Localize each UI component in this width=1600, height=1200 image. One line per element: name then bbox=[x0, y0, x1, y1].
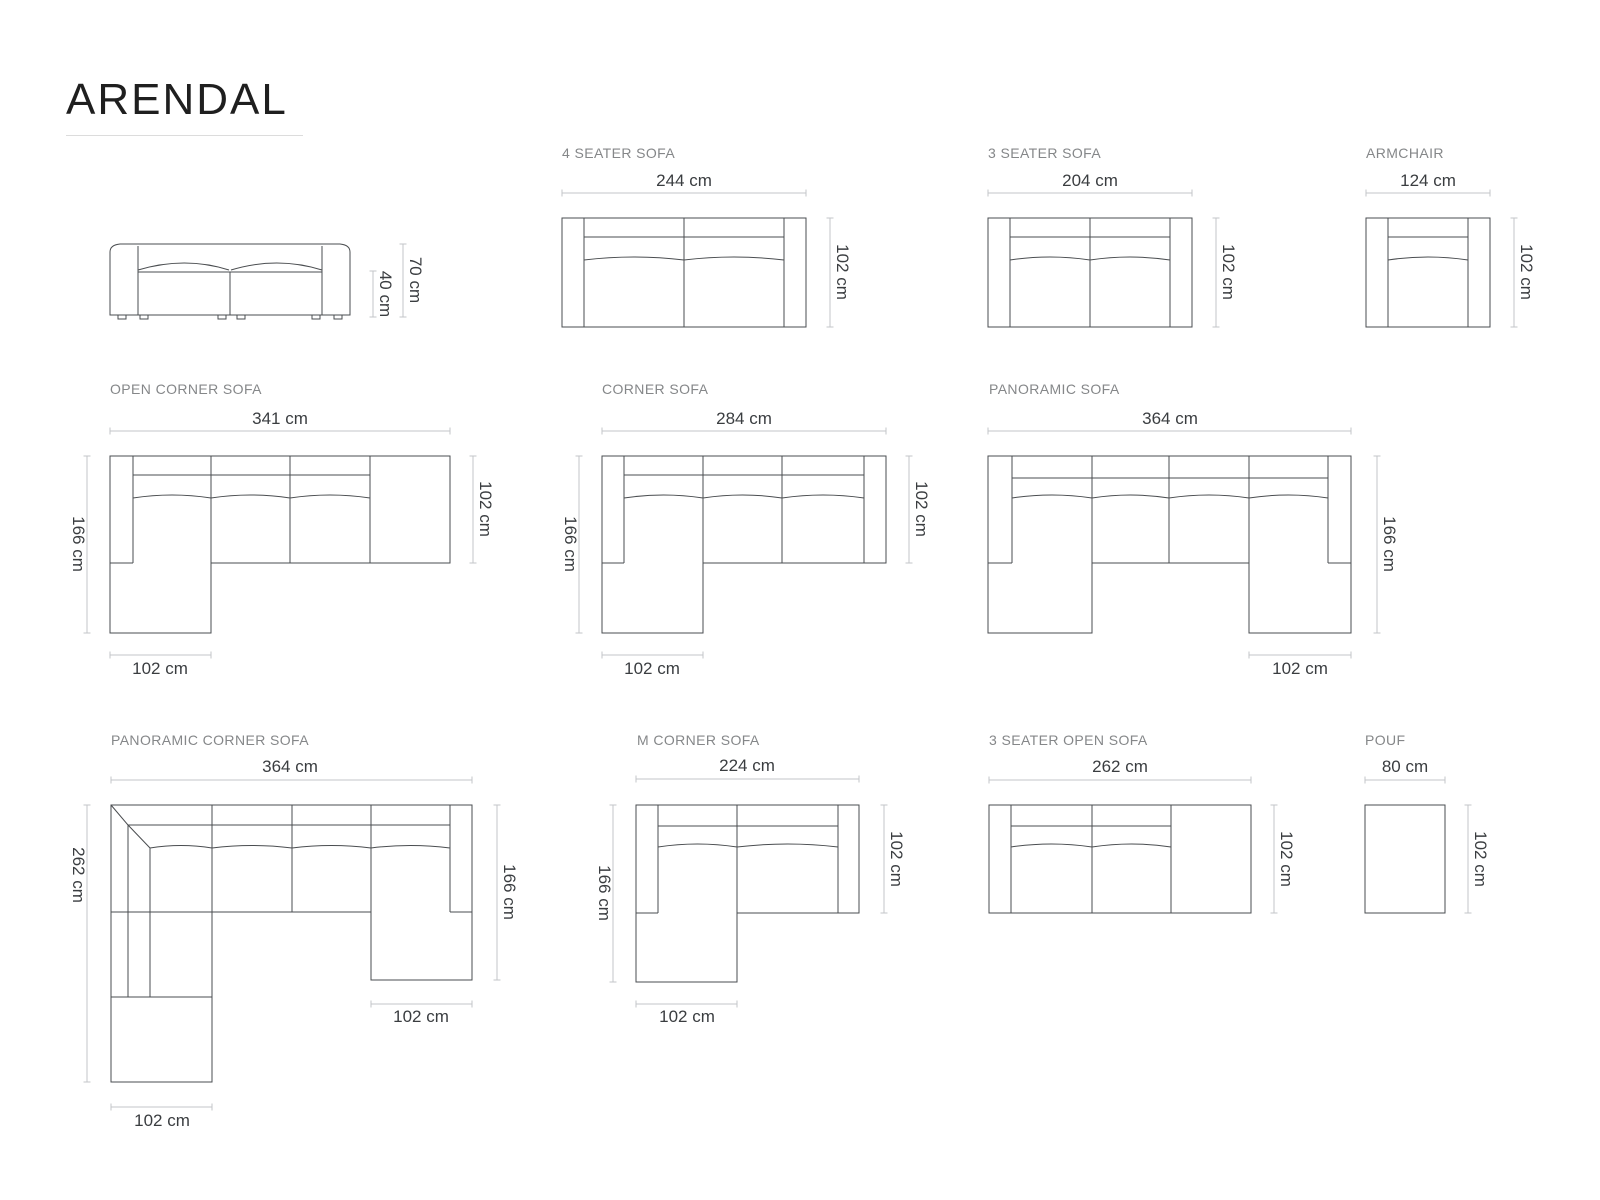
dim-text-width: 124 cm bbox=[1400, 171, 1456, 190]
three-seater-details bbox=[1010, 218, 1170, 327]
panoramic-corner-diagram bbox=[69, 757, 519, 1130]
dim-text-width: 341 cm bbox=[252, 409, 308, 428]
dim-text-width: 244 cm bbox=[656, 171, 712, 190]
label-open-corner-sofa: OPEN CORNER SOFA bbox=[110, 381, 262, 397]
three-seater-open-diagram bbox=[989, 757, 1296, 913]
open-corner-outline bbox=[110, 456, 450, 633]
dim-line-left-chaise bbox=[111, 1104, 212, 1111]
label-4-seater-sofa: 4 SEATER SOFA bbox=[562, 145, 676, 161]
dim-line-width bbox=[1366, 190, 1490, 197]
label-3-seater-open-sofa: 3 SEATER OPEN SOFA bbox=[989, 732, 1148, 748]
open-corner-diagram bbox=[69, 409, 495, 678]
dim-text-depth: 102 cm bbox=[1517, 244, 1536, 300]
panoramic-details bbox=[988, 456, 1351, 563]
four-seater-details bbox=[584, 218, 784, 327]
label-armchair: ARMCHAIR bbox=[1366, 145, 1444, 161]
dim-line-chaise bbox=[1249, 652, 1351, 659]
elevation-diagram bbox=[110, 244, 425, 319]
dim-text-overall-height: 70 cm bbox=[406, 256, 425, 304]
armchair-outline bbox=[1366, 218, 1490, 327]
three-seater-open-details bbox=[1011, 805, 1171, 913]
dim-line-width bbox=[989, 777, 1251, 784]
panoramic-diagram bbox=[988, 409, 1399, 678]
dim-text-width: 204 cm bbox=[1062, 171, 1118, 190]
three-seater-open-outline bbox=[989, 805, 1251, 913]
panoramic-corner-details bbox=[111, 805, 472, 997]
dim-text-depth: 102 cm bbox=[1219, 244, 1238, 300]
dim-text-depth: 102 cm bbox=[1471, 831, 1490, 887]
dim-text-left-depth: 262 cm bbox=[69, 847, 88, 903]
dim-line-width bbox=[110, 428, 450, 435]
dim-line-width bbox=[988, 190, 1192, 197]
dim-text-width: 284 cm bbox=[716, 409, 772, 428]
m-corner-diagram bbox=[595, 756, 906, 1026]
dim-line-width bbox=[602, 428, 886, 435]
dim-text-seat-depth: 102 cm bbox=[476, 481, 495, 537]
label-3-seater-sofa: 3 SEATER SOFA bbox=[988, 145, 1102, 161]
dim-text-total-depth: 166 cm bbox=[595, 865, 614, 921]
pouf-diagram bbox=[1365, 757, 1490, 913]
label-pouf: POUF bbox=[1365, 732, 1406, 748]
dim-line-width bbox=[111, 777, 472, 784]
dim-line-chaise bbox=[602, 652, 703, 659]
dim-text-depth: 102 cm bbox=[833, 244, 852, 300]
dim-line-depth bbox=[827, 218, 834, 327]
dim-line-right-depth bbox=[494, 805, 501, 980]
dim-line-depth bbox=[1271, 805, 1278, 913]
dim-line-width bbox=[988, 428, 1351, 435]
label-corner-sofa: CORNER SOFA bbox=[602, 381, 709, 397]
dim-line-depth bbox=[1213, 218, 1220, 327]
corner-details bbox=[602, 456, 864, 563]
corner-diagram bbox=[561, 409, 931, 678]
dim-text-total-depth: 166 cm bbox=[1380, 516, 1399, 572]
dim-text-seat-height: 40 cm bbox=[376, 270, 395, 318]
dim-text-chaise: 102 cm bbox=[1272, 659, 1328, 678]
dim-line-seat-height bbox=[370, 271, 377, 317]
dim-line-overall-height bbox=[400, 244, 407, 317]
dim-text-seat-depth: 102 cm bbox=[912, 481, 931, 537]
dim-text-chaise: 102 cm bbox=[624, 659, 680, 678]
armchair-details bbox=[1388, 218, 1468, 327]
dim-line-chaise bbox=[110, 652, 211, 659]
pouf-outline bbox=[1365, 805, 1445, 913]
dim-line-seat-depth bbox=[881, 805, 888, 913]
dim-text-right-depth: 166 cm bbox=[500, 864, 519, 920]
dim-text-left-chaise: 102 cm bbox=[134, 1111, 190, 1130]
four-seater-diagram bbox=[562, 171, 852, 327]
dim-line-depth bbox=[1465, 805, 1472, 913]
label-panoramic-corner-sofa: PANORAMIC CORNER SOFA bbox=[111, 732, 309, 748]
dim-line-depth bbox=[1511, 218, 1518, 327]
corner-outline bbox=[602, 456, 886, 633]
elevation-feet bbox=[118, 315, 342, 319]
dim-line-seat-depth bbox=[906, 456, 913, 563]
dim-line-seat-depth bbox=[470, 456, 477, 563]
dim-text-total-depth: 166 cm bbox=[69, 516, 88, 572]
dim-text-right-chaise: 102 cm bbox=[393, 1007, 449, 1026]
dim-text-width: 80 cm bbox=[1381, 757, 1429, 776]
dim-text-width: 224 cm bbox=[719, 756, 775, 775]
m-corner-details bbox=[636, 805, 838, 913]
armchair-diagram bbox=[1366, 171, 1536, 327]
elevation-cushions bbox=[138, 263, 322, 315]
dim-text-seat-depth: 102 cm bbox=[887, 831, 906, 887]
dim-line-total-depth bbox=[1374, 456, 1381, 633]
dim-text-width: 262 cm bbox=[1092, 757, 1148, 776]
dim-text-chaise: 102 cm bbox=[132, 659, 188, 678]
page-title: ARENDAL bbox=[66, 75, 288, 124]
label-panoramic-sofa: PANORAMIC SOFA bbox=[989, 381, 1120, 397]
open-corner-details bbox=[110, 456, 370, 563]
dim-line-width bbox=[562, 190, 806, 197]
dim-line-width bbox=[1365, 777, 1445, 784]
m-corner-outline bbox=[636, 805, 859, 982]
dim-text-width: 364 cm bbox=[1142, 409, 1198, 428]
label-m-corner-sofa: M CORNER SOFA bbox=[637, 732, 760, 748]
dim-line-width bbox=[636, 776, 859, 783]
dim-text-total-depth: 166 cm bbox=[561, 516, 580, 572]
dim-text-width: 364 cm bbox=[262, 757, 318, 776]
three-seater-diagram bbox=[988, 171, 1238, 327]
dim-text-depth: 102 cm bbox=[1277, 831, 1296, 887]
dim-text-chaise: 102 cm bbox=[659, 1007, 715, 1026]
